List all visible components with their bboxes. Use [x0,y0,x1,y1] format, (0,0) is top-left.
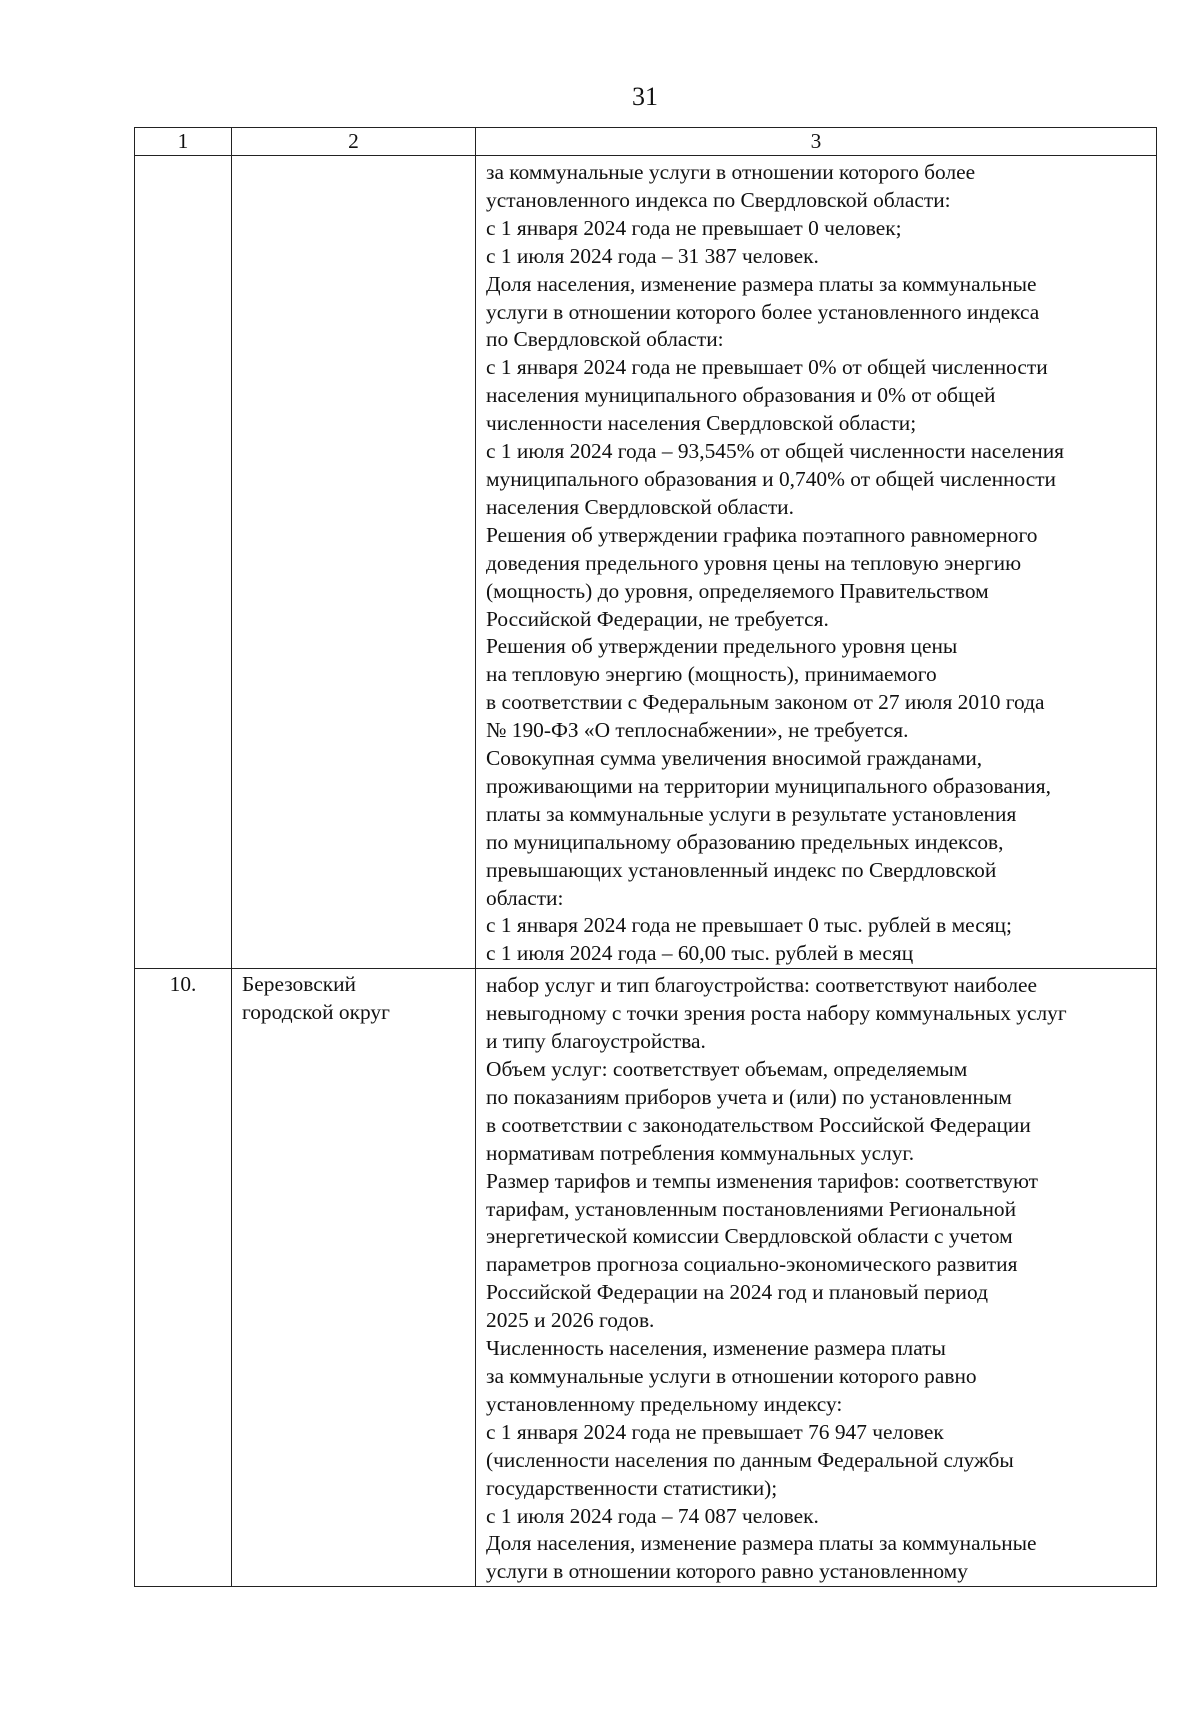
content-text-line: численности населения Свердловской области; [486,411,917,436]
municipality-name-line: городской округ [242,1000,390,1025]
row-number-cell [135,156,232,969]
content-text-line: параметров прогноза социально-экономического развития [486,1252,1018,1277]
content-text-line: Решения об утверждении предельного уровня цены [486,634,958,659]
content-text-line: Размер тарифов и темпы изменения тарифов: соответствуют [486,1168,1039,1193]
content-text-line: Доля населения, изменение размера платы за коммунальные [486,1531,1037,1556]
document-table [134,127,1157,1587]
column-header-3: 3 [476,128,1157,156]
content-text-line: в соответствии с Федеральным законом от 27 июля 2010 года [486,690,1045,715]
content-text-line: невыгодному с точки зрения роста набору коммунальных услуг [486,1001,1067,1026]
content-text-line: Решения об утверждении графика поэтапного равномерного [486,522,1038,547]
row-number-cell: 10. [135,969,232,1587]
content-text-line: с 1 июля 2024 года – 60,00 тыс. рублей в месяц [486,941,914,966]
content-text-line: за коммунальные услуги в отношении которого равно [486,1363,977,1388]
municipality-name-cell [232,156,476,969]
content-text-line: Совокупная сумма увеличения вносимой гражданами, [486,746,983,771]
content-text-line: проживающими на территории муниципального образования, [486,773,1051,798]
content-text-line: № 190-ФЗ «О теплоснабжении», не требуется. [486,718,909,743]
content-text-line: Доля населения, изменение размера платы за коммунальные [486,271,1037,296]
content-text-line: с 1 июля 2024 года – 93,545% от общей численности населения [486,439,1065,464]
content-text-line: государственности статистики); [486,1475,778,1500]
content-text-line: набор услуг и тип благоустройства: соответствуют наиболее [486,973,1038,998]
content-text-line: по муниципальному образованию предельных индексов, [486,829,1004,854]
content-text-line: установленного индекса по Свердловской области: [486,187,951,212]
indicator-content-cell [476,969,1157,1587]
content-text-line: (мощность) до уровня, определяемого Правительством [486,578,989,603]
table-row [135,969,1157,1587]
content-text-line: по показаниям приборов учета и (или) по установленным [486,1084,1012,1109]
municipality-name-cell [232,969,476,1587]
content-text-line: Объем услуг: соответствует объемам, определяемым [486,1057,968,1081]
content-text-line: услуги в отношении которого более установленного индекса [486,299,1040,324]
column-header-2: 2 [232,128,476,156]
content-text-line: на тепловую энергию (мощность), принимаемого [486,662,937,687]
content-text-line: Российской Федерации, не требуется. [486,606,829,631]
content-text-line: услуги в отношении которого равно установленному [486,1559,968,1584]
content-text-line: превышающих установленный индекс по Свердловской [486,857,997,882]
content-text-line: энергетической комиссии Свердловской области с учетом [486,1224,1013,1249]
content-text-line: нормативам потребления коммунальных услуг. [486,1140,915,1165]
content-text-line: 2025 и 2026 годов. [486,1308,655,1333]
content-text-line: за коммунальные услуги в отношении которого более [486,160,976,184]
content-text-line: с 1 января 2024 года не превышает 0% от общей численности [486,355,1048,380]
content-text-line: с 1 января 2024 года не превышает 0 человек; [486,215,902,240]
content-text-line: по Свердловской области: [486,327,724,352]
content-text-line: в соответствии с законодательством Российской Федерации [486,1112,1031,1137]
content-text-line: области: [486,885,564,910]
content-text-line: Численность населения, изменение размера платы [486,1336,946,1361]
content-text-line: с 1 января 2024 года не превышает 0 тыс. рублей в месяц; [486,913,1012,938]
content-text-line: с 1 июля 2024 года – 31 387 человек. [486,243,819,268]
indicator-content-cell [476,156,1157,969]
content-text-line: доведения предельного уровня цены на тепловую энергию [486,550,1022,575]
content-text-line: населения муниципального образования и 0% от общей [486,383,996,408]
column-header-1: 1 [135,128,232,156]
content-text-line: с 1 июля 2024 года – 74 087 человек. [486,1503,819,1528]
municipality-name-line: Березовский [242,972,357,997]
content-text-line: населения Свердловской области. [486,494,794,519]
content-text-line: установленному предельному индексу: [486,1391,843,1416]
page-number: 31 [632,82,658,111]
content-text-line: Российской Федерации на 2024 год и плановый период [486,1280,988,1305]
content-text-line: муниципального образования и 0,740% от общей численности [486,466,1057,491]
content-text-line: платы за коммунальные услуги в результате установления [486,801,1017,826]
content-text-line: и типу благоустройства. [486,1029,706,1054]
content-text-line: тарифам, установленным постановлениями Региональной [486,1196,1017,1221]
content-text-line: (численности населения по данным Федеральной службы [486,1447,1014,1472]
table-row [135,156,1157,969]
table-header-row [135,128,1157,156]
content-text-line: с 1 января 2024 года не превышает 76 947 человек [486,1419,944,1444]
